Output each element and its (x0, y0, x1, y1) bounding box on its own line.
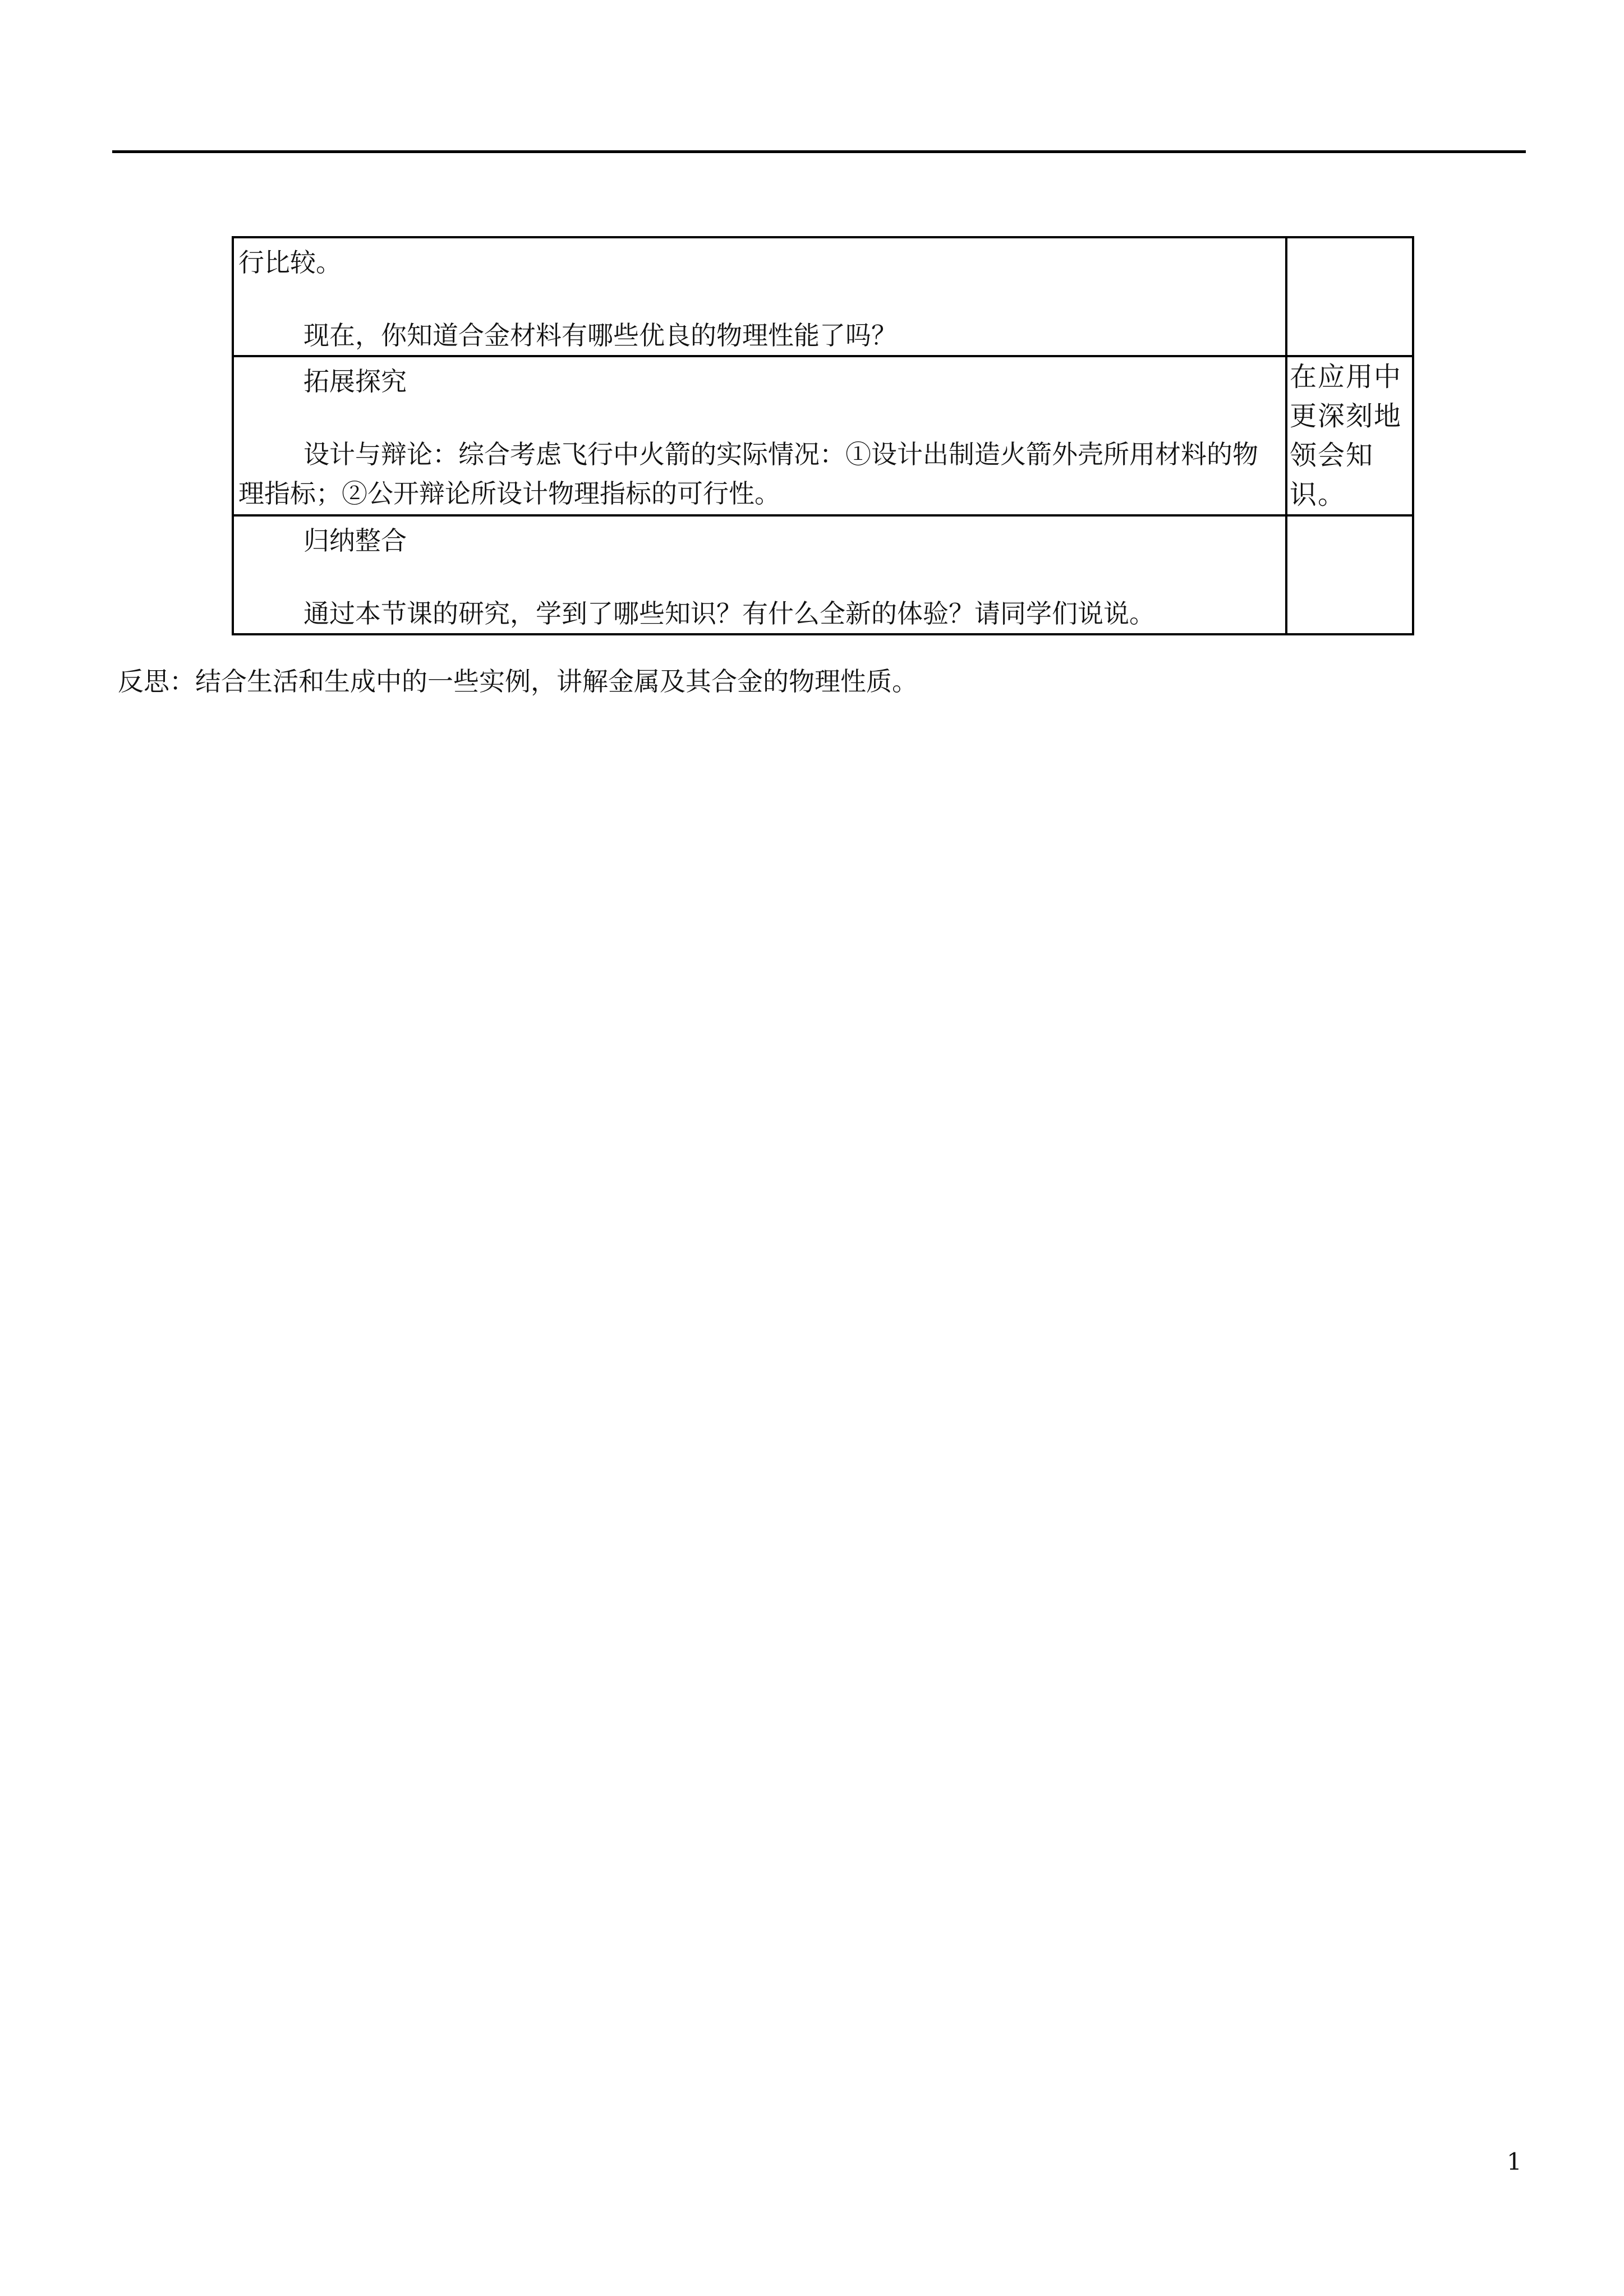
table-cell-note: 在应用中更深刻地领会知识。 (1286, 356, 1413, 515)
table-cell-note (1286, 515, 1413, 634)
table-cell-main (233, 356, 1286, 515)
paragraph: 行比较。 (238, 247, 342, 278)
reflection-text: 反思：结合生活和生成中的一些实例，讲解金属及其合金的物理性质。 (118, 666, 918, 697)
table-cell-note (1286, 237, 1413, 356)
table-cell-main (233, 515, 1286, 634)
section-heading: 拓展探究 (303, 366, 407, 397)
table-row (233, 356, 1413, 515)
table-cell-main (233, 237, 1286, 356)
paragraph: 设计与辩论：综合考虑飞行中火箭的实际情况：①设计出制造火箭外壳所用材料的物理指标；②公开辩论所设计物理指标的可行性。 (238, 439, 1258, 509)
header-rule (112, 150, 1526, 153)
table-row (233, 237, 1413, 356)
paragraph: 通过本节课的研究，学到了哪些知识？有什么全新的体验？请同学们说说。 (303, 598, 1155, 629)
table-row (233, 515, 1413, 634)
paragraph: 现在，你知道合金材料有哪些优良的物理性能了吗？ (303, 320, 897, 351)
page-number: 1 (1507, 2148, 1522, 2175)
section-heading: 归纳整合 (303, 525, 407, 556)
lesson-table (232, 236, 1414, 635)
